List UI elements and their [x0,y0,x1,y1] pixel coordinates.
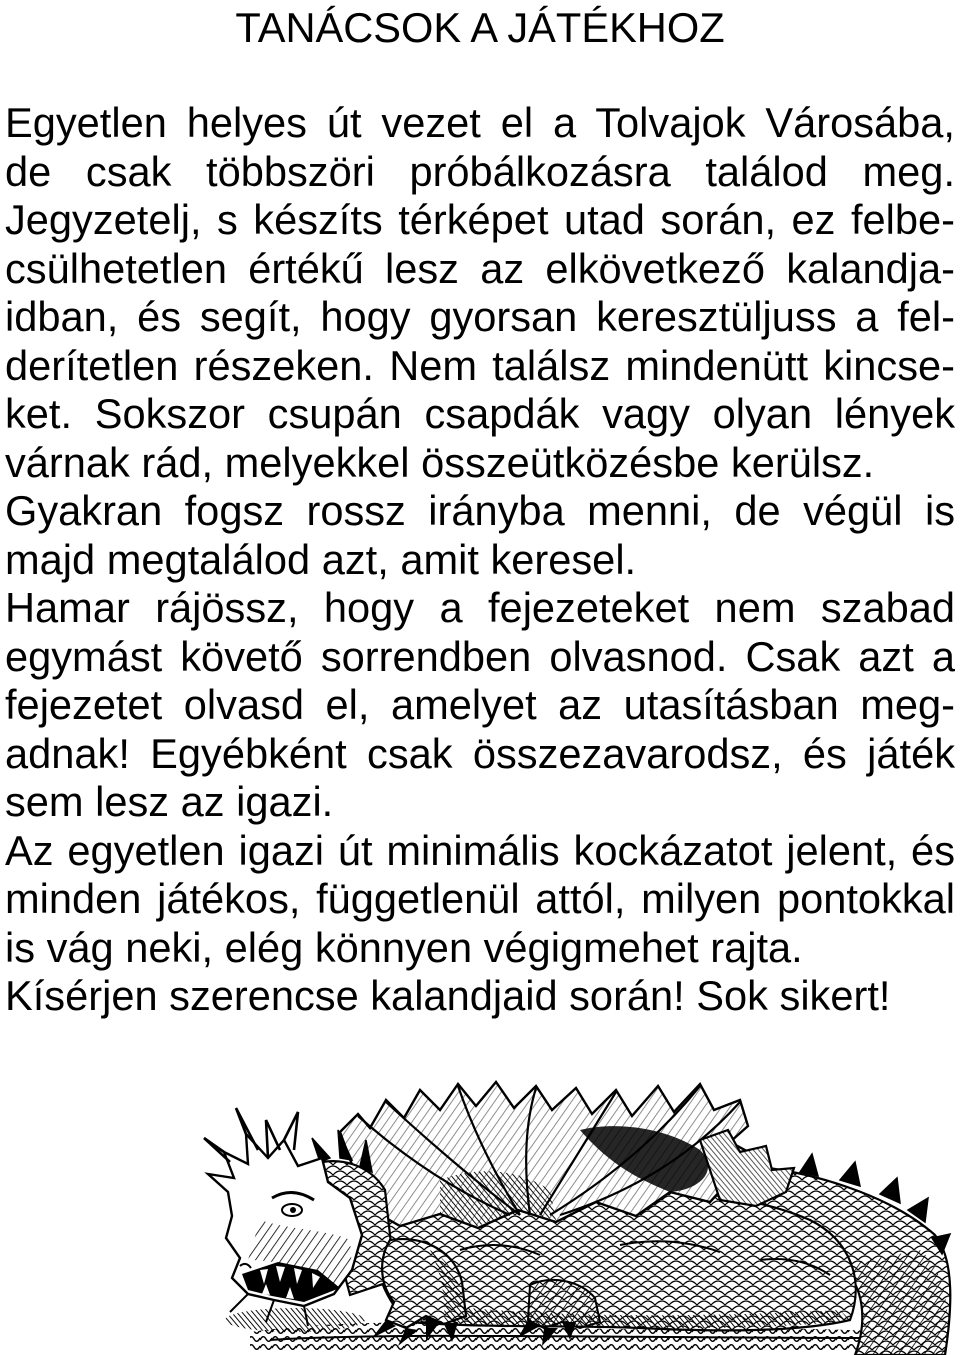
text-line: csülhetetlen értékű lesz az elkövetkező kalandja- [5,244,955,292]
paragraph-2 [5,487,955,584]
text-line: várnak rád, melyekkel összeütközésbe kerülsz. [5,438,875,486]
page-title: TANÁCSOK A JÁTÉKHOZ [235,4,725,51]
body-text [5,99,955,1021]
paragraph-5 [5,972,955,1021]
text-line: idban, és segít, hogy gyorsan keresztüljuss a fel- [5,293,955,340]
text-line: Az egyetlen igazi út minimális kockázatot jelent, és [5,826,955,874]
text-line: derítetlen részeken. Nem találsz mindenütt kincse- [5,341,955,389]
text-line: ket. Sokszor csupán csapdák vagy olyan lények [5,390,955,437]
text-line: Kísérjen szerencse kalandjaid során! Sok sikert! [5,972,891,1019]
paragraph-3 [5,584,955,827]
paragraph-1 [5,99,955,487]
text-line: adnak! Egyébként csak összezavarodsz, és játék [5,729,955,777]
text-line: de csak többszöri próbálkozásra találod meg. [5,147,955,195]
text-line: majd megtalálod azt, amit keresel. [5,535,637,583]
text-line: Gyakran fogsz rossz irányba menni, de végül is [5,487,955,534]
text-line: Egyetlen helyes út vezet el a Tolvajok Városába, [5,99,955,146]
dragon-head-shadow [225,1308,365,1332]
text-line: sem lesz az igazi. [5,778,334,825]
text-line: is vág neki, elég könnyen végigmehet rajta. [5,923,803,971]
text-line: egymást követő sorrendben olvasnod. Csak azt a [5,632,955,680]
text-line: fejezetet olvasd el, amelyet az utasításban meg- [5,681,955,728]
paragraph-4 [5,827,955,973]
text-line: Jegyzetelj, s készíts térképet utad során, ez felbe- [5,196,955,243]
dragon-illustration [200,1070,955,1355]
text-line: minden játékos, függetlenül attól, milyen pontokkal [5,875,955,922]
text-line: Hamar rájössz, hogy a fejezeteket nem szabad [5,584,955,631]
